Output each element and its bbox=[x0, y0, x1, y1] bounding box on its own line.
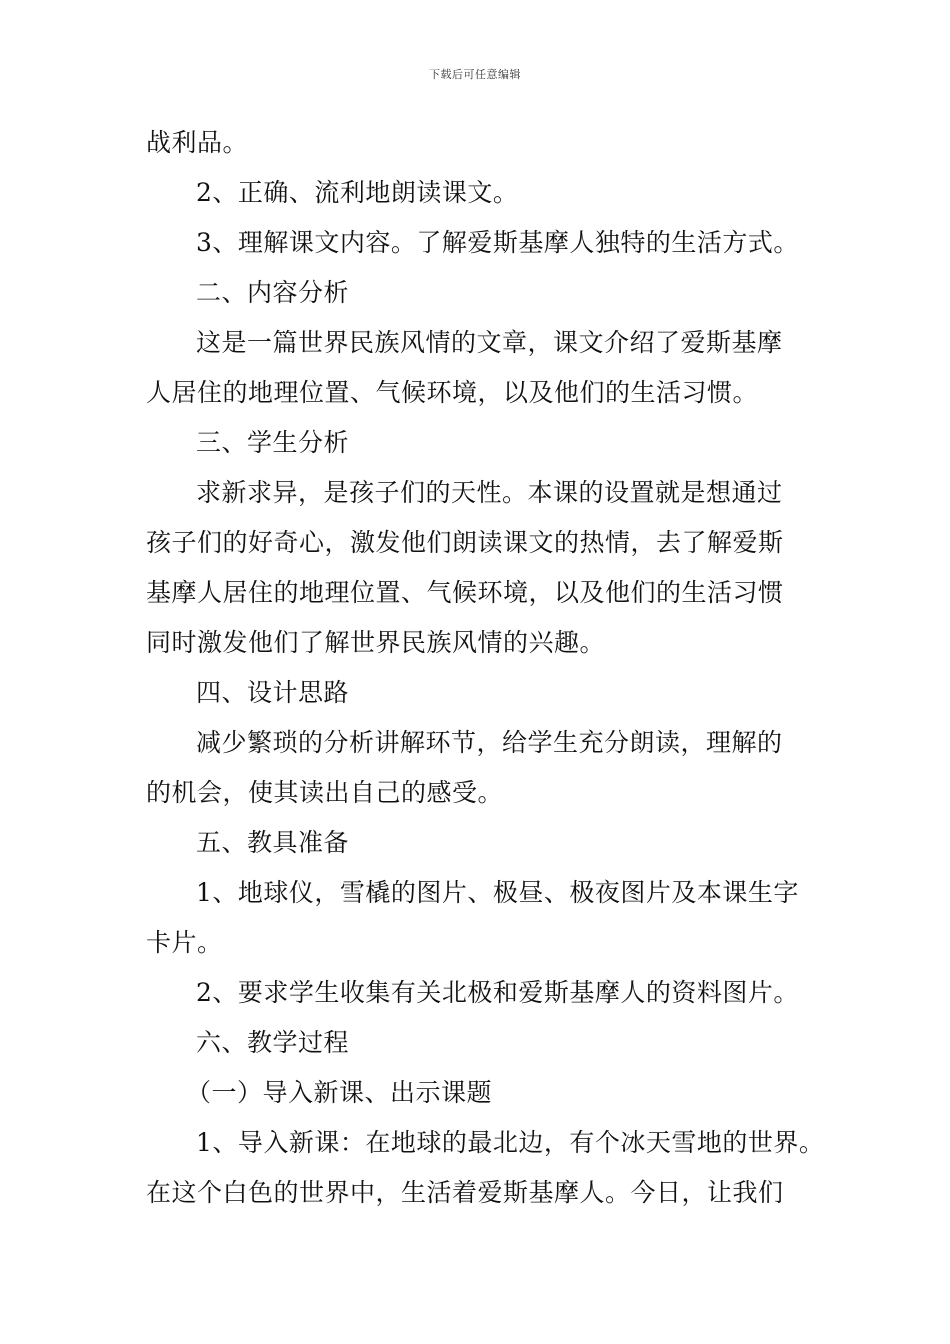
text-line: 人居住的地理位置、气候环境，以及他们的生活习惯。 bbox=[146, 378, 759, 407]
page-header-note: 下载后可任意编辑 bbox=[429, 68, 521, 81]
section-heading: 四、设计思路 bbox=[196, 678, 350, 707]
text-line: 战利品。 bbox=[146, 128, 249, 157]
text-line: 减少繁琐的分析讲解环节，给学生充分朗读，理解的 bbox=[196, 728, 783, 757]
text-line: 在这个白色的世界中，生活着爱斯基摩人。今日，让我们 bbox=[146, 1178, 784, 1207]
text-line: 3、理解课文内容。了解爱斯基摩人独特的生活方式。 bbox=[196, 228, 799, 257]
text-line: 孩子们的好奇心，激发他们朗读课文的热情，去了解爱斯 bbox=[146, 528, 784, 557]
text-line: 2、正确、流利地朗读课文。 bbox=[196, 178, 519, 207]
section-heading: 二、内容分析 bbox=[196, 278, 350, 307]
section-heading: 六、教学过程 bbox=[196, 1028, 350, 1057]
section-heading: 五、教具准备 bbox=[196, 828, 350, 857]
text-line: 卡片。 bbox=[146, 928, 223, 957]
subsection-heading: （一）导入新课、出示课题 bbox=[186, 1078, 493, 1107]
text-line: 求新求异，是孩子们的天性。本课的设置就是想通过 bbox=[196, 478, 783, 507]
text-line: 的机会，使其读出自己的感受。 bbox=[146, 778, 504, 807]
text-line: 2、要求学生收集有关北极和爱斯基摩人的资料图片。 bbox=[196, 978, 799, 1007]
text-line: 基摩人居住的地理位置、气候环境，以及他们的生活习惯 bbox=[146, 578, 784, 607]
text-line: 1、地球仪，雪橇的图片、极昼、极夜图片及本课生字 bbox=[196, 878, 799, 907]
text-line: 这是一篇世界民族风情的文章，课文介绍了爱斯基摩 bbox=[196, 328, 783, 357]
text-line: 1、导入新课：在地球的最北边，有个冰天雪地的世界。 bbox=[196, 1128, 825, 1157]
text-line: 同时激发他们了解世界民族风情的兴趣。 bbox=[146, 628, 606, 657]
section-heading: 三、学生分析 bbox=[196, 428, 350, 457]
